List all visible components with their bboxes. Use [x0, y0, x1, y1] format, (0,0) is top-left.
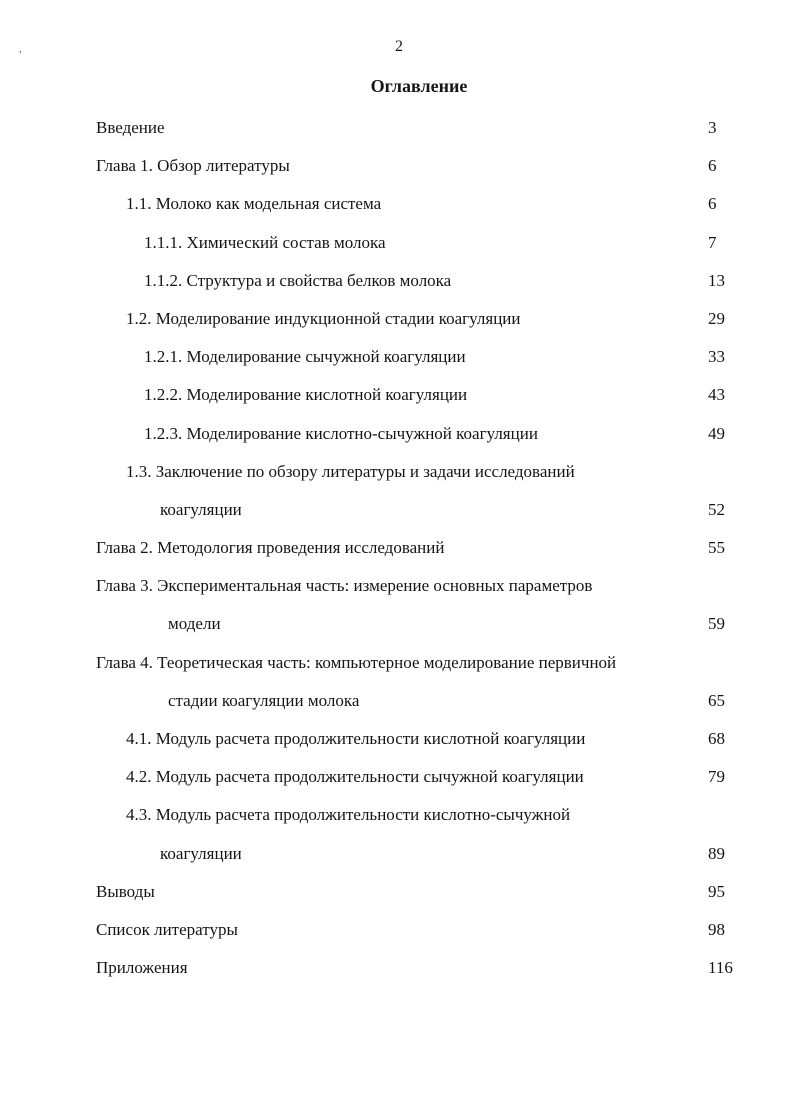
toc-entry-page: 79	[708, 767, 725, 787]
toc-entry-label: коагуляции	[160, 843, 242, 863]
toc-entry-label: Глава 1. Обзор литературы	[96, 156, 290, 176]
toc-entry-1-3-continuation[interactable]	[96, 491, 736, 529]
toc-entry-page: 59	[708, 614, 725, 634]
toc-entry-1-2-2[interactable]	[96, 376, 736, 414]
toc-entry-4-3[interactable]	[96, 796, 736, 834]
toc-entry-label: 1.2.3. Моделирование кислотно-сычужной коагуляции	[144, 423, 538, 443]
toc-entry-label: Приложения	[96, 958, 188, 978]
toc-entry-references[interactable]	[96, 911, 736, 949]
toc-entry-label: 4.3. Модуль расчета продолжительности кислотно-сычужной	[126, 805, 571, 825]
toc-title: Оглавление	[370, 76, 468, 96]
toc-entry-page: 43	[708, 385, 725, 405]
toc-entry-4-3-continuation[interactable]	[96, 835, 736, 873]
toc-entry-label: 1.1.1. Химический состав молока	[144, 232, 386, 252]
toc-entry-label: 1.3. Заключение по обзору литературы и задачи исследований	[126, 461, 575, 481]
page-number: 2	[395, 38, 403, 55]
toc-entry-label: 1.1. Молоко как модельная система	[126, 194, 382, 214]
toc-entry-page: 95	[708, 881, 725, 901]
toc-entry-page: 3	[708, 118, 717, 137]
toc-entry-chapter-3[interactable]	[96, 567, 736, 605]
toc-entry-page: 98	[708, 919, 725, 939]
toc-entry-label: модели	[168, 614, 221, 634]
toc-entry-1-1-2[interactable]	[96, 262, 736, 300]
toc-entry-1-3[interactable]	[96, 453, 736, 491]
toc-entry-1-1[interactable]	[96, 185, 736, 223]
toc-entry-page: 116	[708, 958, 733, 978]
toc-entry-page: 7	[708, 232, 717, 252]
toc-entry-page: 68	[708, 729, 725, 748]
toc-entry-label: коагуляции	[160, 499, 242, 519]
toc-entry-label: Глава 3. Экспериментальная часть: измерение основных параметров	[96, 576, 593, 596]
toc-entry-4-1[interactable]	[96, 720, 736, 758]
toc-entry-label: 4.1. Модуль расчета продолжительности кислотной коагуляции	[126, 729, 586, 748]
toc-entry-label: Глава 4. Теоретическая часть: компьютерное моделирование первичной	[96, 652, 617, 672]
toc-entry-page: 65	[708, 690, 725, 710]
toc-entry-chapter-2[interactable]	[96, 529, 736, 567]
toc-entry-page: 52	[708, 499, 725, 519]
toc-entry-introduction[interactable]	[96, 109, 736, 147]
toc-entry-label: 4.2. Модуль расчета продолжительности сычужной коагуляции	[126, 767, 584, 787]
toc-entry-page: 33	[708, 347, 725, 367]
toc-entry-4-2[interactable]	[96, 758, 736, 796]
toc-entry-appendices[interactable]	[96, 949, 736, 987]
toc-entry-page: 49	[708, 423, 725, 443]
toc-entry-chapter-4-continuation[interactable]	[96, 682, 736, 720]
toc-entry-label: Выводы	[96, 881, 155, 901]
table-of-contents	[96, 109, 736, 987]
toc-entry-1-2-3[interactable]	[96, 415, 736, 453]
toc-entry-chapter-1[interactable]	[96, 147, 736, 185]
scan-artifact-dot: ,	[19, 44, 22, 55]
toc-entry-label: 1.2.1. Моделирование сычужной коагуляции	[144, 347, 466, 367]
toc-entry-1-2-1[interactable]	[96, 338, 736, 376]
toc-entry-label: 1.2. Моделирование индукционной стадии коагуляции	[126, 308, 521, 328]
toc-entry-label: Список литературы	[96, 919, 238, 939]
toc-entry-conclusions[interactable]	[96, 873, 736, 911]
toc-entry-label: Глава 2. Методология проведения исследований	[96, 538, 445, 558]
toc-entry-1-2[interactable]	[96, 300, 736, 338]
toc-entry-label: 1.1.2. Структура и свойства белков молока	[144, 270, 452, 290]
toc-entry-label: 1.2.2. Моделирование кислотной коагуляции	[144, 385, 468, 405]
toc-entry-chapter-3-continuation[interactable]	[96, 605, 736, 643]
toc-entry-page: 6	[708, 156, 717, 176]
toc-entry-page: 55	[708, 538, 725, 558]
toc-entry-label: Введение	[96, 118, 165, 137]
toc-entry-label: стадии коагуляции молока	[168, 690, 360, 710]
toc-entry-page: 6	[708, 194, 717, 214]
toc-entry-page: 13	[708, 270, 725, 290]
toc-entry-page: 29	[708, 308, 725, 328]
toc-entry-page: 89	[708, 843, 725, 863]
toc-entry-chapter-4[interactable]	[96, 644, 736, 682]
toc-entry-1-1-1[interactable]	[96, 224, 736, 262]
